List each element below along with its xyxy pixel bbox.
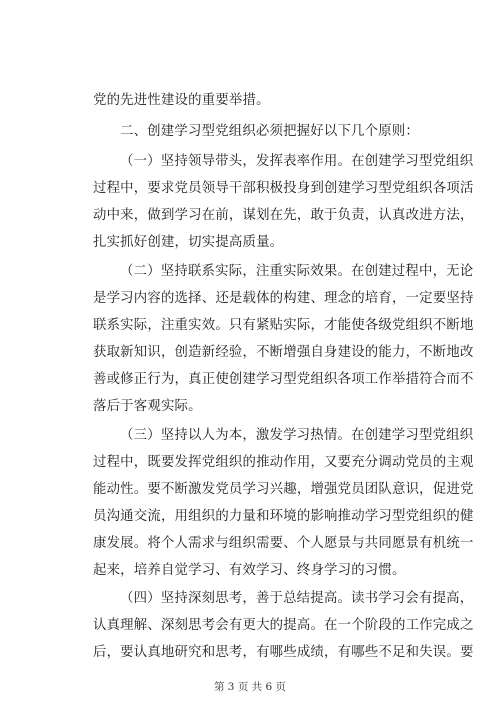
paragraph-line: 康发展。将个人需求与组织需要、个人愿景与共同愿景有机统一 (93, 536, 474, 551)
paragraph-line: 党的先进性建设的重要举措。 (93, 93, 270, 108)
paragraph-line: 起来，培养自觉学习、有效学习、终身学习的习惯。 (93, 563, 406, 578)
paragraph-line: （一）坚持领导带头，发挥表率作用。在创建学习型党组织 (120, 154, 474, 169)
paragraph-line: 能动性。要不断激发党员学习兴趣，增强党员团队意识，促进党 (93, 482, 474, 497)
paragraph-line: 扎实抓好创建，切实提高质量。 (93, 235, 284, 250)
paragraph-line: 动中来，做到学习在前，谋划在先，敢于负责，认真改进方法， (93, 208, 474, 223)
section-heading: 二、创建学习型党组织必须把握好以下几个原则： (120, 124, 419, 139)
paragraph-line: （三）坚持以人为本，激发学习热情。在创建学习型党组织 (120, 428, 474, 443)
page-number-footer: 第 3 页 共 6 页 (213, 681, 287, 693)
paragraph-line: 是学习内容的选择、还是载体的构建、理念的培育，一定要坚持 (93, 291, 474, 306)
paragraph-line: 后，要认真地研究和思考，有哪些成绩，有哪些不足和失误。要 (93, 645, 474, 660)
paragraph-line: 认真理解、深刻思考会有更大的提高。在一个阶段的工作完成之 (93, 618, 474, 633)
paragraph-line: 善或修正行为，真正使创建学习型党组织各项工作举措符合而不 (93, 372, 474, 387)
paragraph-line: 落后于客观实际。 (93, 399, 202, 414)
paragraph-line: （二）坚持联系实际，注重实际效果。在创建过程中，无论 (120, 264, 474, 279)
paragraph-line: 联系实际，注重实效。只有紧贴实际，才能使各级党组织不断地 (93, 318, 474, 333)
paragraph-line: 员沟通交流，用组织的力量和环境的影响推动学习型党组织的健 (93, 509, 474, 524)
paragraph-line: （四）坚持深刻思考，善于总结提高。读书学习会有提高， (120, 591, 474, 606)
paragraph-line: 获取新知识，创造新经验，不断增强自身建设的能力，不断地改 (93, 345, 474, 360)
paragraph-line: 过程中，既要发挥党组织的推动作用，又要充分调动党员的主观 (93, 455, 474, 470)
paragraph-line: 过程中，要求党员领导干部积极投身到创建学习型党组织各项活 (93, 181, 474, 196)
